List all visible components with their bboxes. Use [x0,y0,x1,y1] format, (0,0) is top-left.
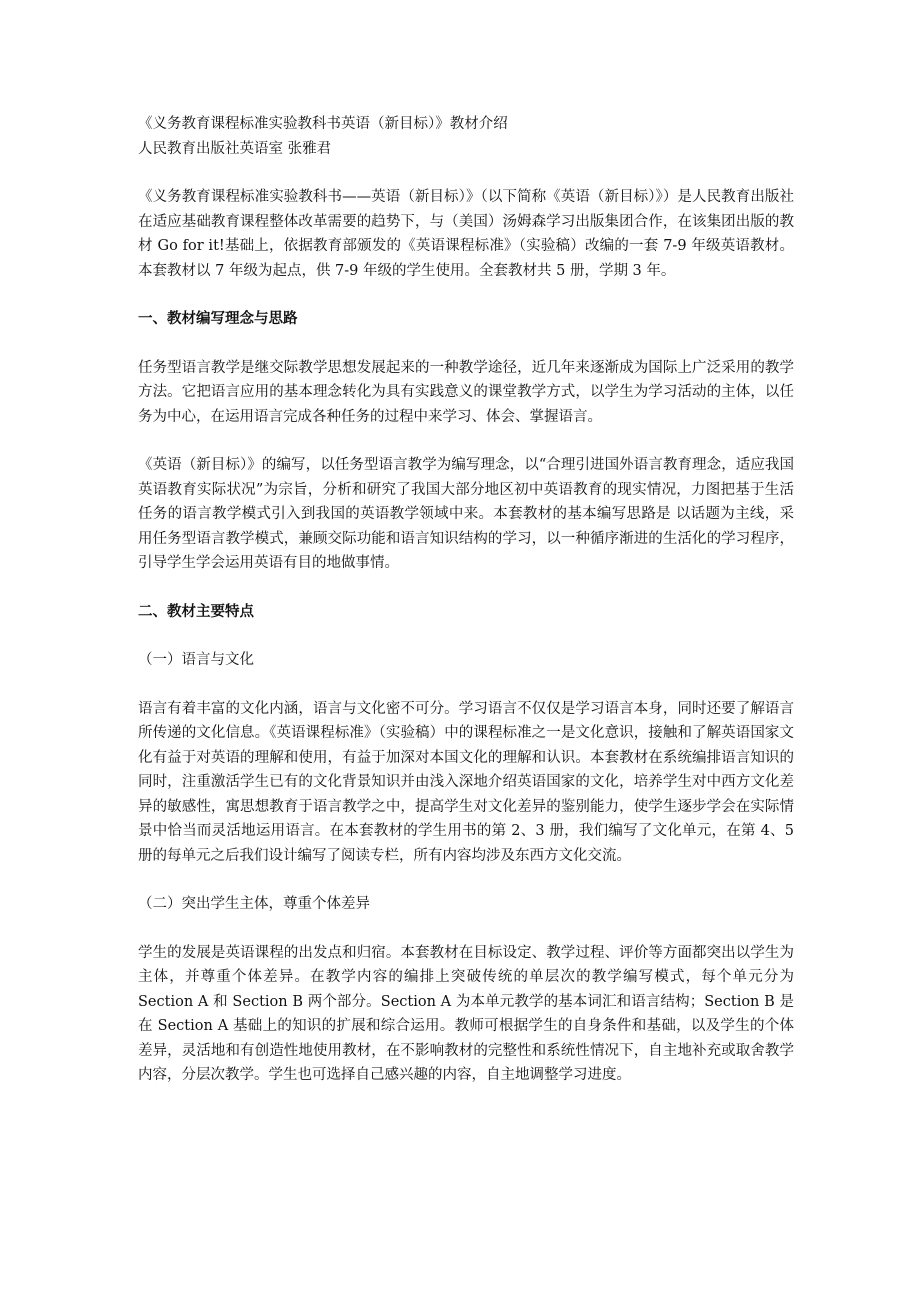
spacer [138,624,794,648]
section1-paragraph-1: 任务型语言教学是继交际教学思想发展起来的一种教学途径，近几年来逐渐成为国际上广泛采用的教学方法。它把语言应用的基本理念转化为具有实践意义的课堂教学方式，以学生为学习活动的主体，以任务为中心，在运用语言完成各种任务的过程中来学习、体会、掌握语言。 [138,359,794,425]
spacer [138,161,794,185]
spacer [138,429,794,453]
subsection2-title: （二）突出学生主体，尊重个体差异 [138,896,370,912]
spacer [138,673,794,697]
section1-heading: 一、教材编写理念与思路 [138,310,298,327]
document-author: 人民教育出版社英语室 张雅君 [138,140,332,157]
subsection1-title: （一）语言与文化 [138,652,254,668]
spacer [138,917,794,941]
document-title: 《义务教育课程标准实验教科书英语（新目标）》教材介绍 [138,116,508,132]
section1-paragraph-2: 《英语（新目标）》的编写，以任务型语言教学为编写理念，以“合理引进国外语言教育理念，适应我国英语教育实际状况”为宗旨，分析和研究了我国大部分地区初中英语教育的现实情况，力图把基于生活任务的语言教学模式引入到我国的英语教学领域中来。本套教材的基本编写思路是 以话题为主线，采用任务型语言教学模式，兼顾交际功能和语言知识结构的学习，以一种循序渐进的生活化的学习程序，引导学生学会运用英语有目的地做事情。 [138,457,794,571]
section2-heading: 二、教材主要特点 [138,602,254,620]
spacer [138,332,794,356]
document-page [138,112,794,1088]
spacer [138,576,794,600]
subsection2-paragraph: 学生的发展是英语课程的出发点和归宿。本套教材在目标设定、教学过程、评价等方面都突出以学生为主体，并尊重个体差异。在教学内容的编排上突破传统的单层次的教学编写模式，每个单元分为 Section A 和 Section B 两个部分。Section A 为本单元教学的基本词汇和语言结构；Section B 是在 Section A 基础上的知识的扩展和综合运用。教师可根据学生的自身条件和基础，以及学生的个体差异，灵活地和有创造性地使用教材，在不影响教材的完整性和系统性情况下，自主地补充或取舍教学内容，分层次教学。学生也可选择自己感兴趣的内容，自主地调整学习进度。 [138,944,794,1083]
spacer [138,868,794,892]
intro-paragraph: 《义务教育课程标准实验教科书——英语（新目标）》（以下简称《英语（新目标）》）是人民教育出版社在适应基础教育课程整体改革需要的趋势下，与（美国）汤姆森学习出版集团合作，在该集团出版的教材 Go for it!基础上，依据教育部颁发的《英语课程标准》（实验稿）改编的一套 7-9 年级英语教材。本套教材以 7 年级为起点，供 7-9 年级的学生使用。全套教材共 5 册，学期 3 年。 [138,189,794,279]
spacer [138,283,794,307]
subsection1-paragraph: 语言有着丰富的文化内涵，语言与文化密不可分。学习语言不仅仅是学习语言本身，同时还要了解语言所传递的文化信息。《英语课程标准》（实验稿）中的课程标准之一是文化意识，接触和了解英语国家文化有益于对英语的理解和使用，有益于加深对本国文化的理解和认识。本套教材在系统编排语言知识的同时，注重激活学生已有的文化背景知识并由浅入深地介绍英语国家的文化，培养学生对中西方文化差异的敏感性，寓思想教育于语言教学之中，提高学生对文化差异的鉴别能力，使学生逐步学会在实际情景中恰当而灵活地运用语言。在本套教材的学生用书的第 2、3 册，我们编写了文化单元，在第 4、5 册的每单元之后我们设计编写了阅读专栏，所有内容均涉及东西方文化交流。 [138,700,794,864]
